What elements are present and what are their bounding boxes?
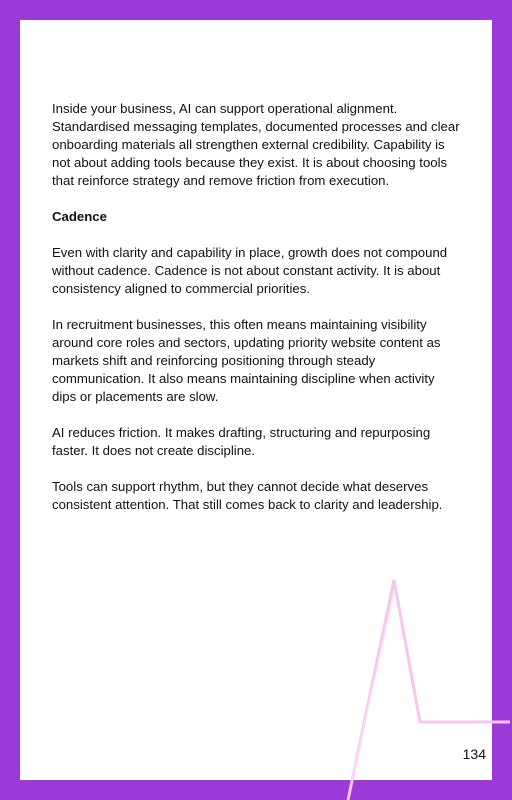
body-paragraph-2: In recruitment businesses, this often means maintaining visibility around core roles and sectors, updating priority website content as markets shift and reinforcing positioning through steady communication. It also means maintaining discipline when activity dips or placements are slow.	[52, 317, 441, 404]
body-paragraph-3: AI reduces friction. It makes drafting, structuring and repurposing faster. It does not create discipline.	[52, 425, 431, 458]
body-paragraph-1: Even with clarity and capability in place, growth does not compound without cadence. Cadence is not about constant activity. It is about consistency aligned to commercial priorities.	[52, 245, 448, 296]
document-page	[20, 20, 492, 780]
page-number: 134	[462, 746, 486, 762]
body-paragraph-4: Tools can support rhythm, but they cannot decide what deserves consistent attention. That still comes back to clarity and leadership.	[52, 479, 443, 512]
section-heading-cadence: Cadence	[52, 209, 107, 224]
intro-paragraph: Inside your business, AI can support operational alignment. Standardised messaging templates, documented processes and clear onboarding materials all strengthen external credibility. Capability is not about adding tools because they exist. It is about choosing tools that reinforce strategy and remove friction from execution.	[52, 101, 460, 188]
document-body	[52, 100, 462, 532]
